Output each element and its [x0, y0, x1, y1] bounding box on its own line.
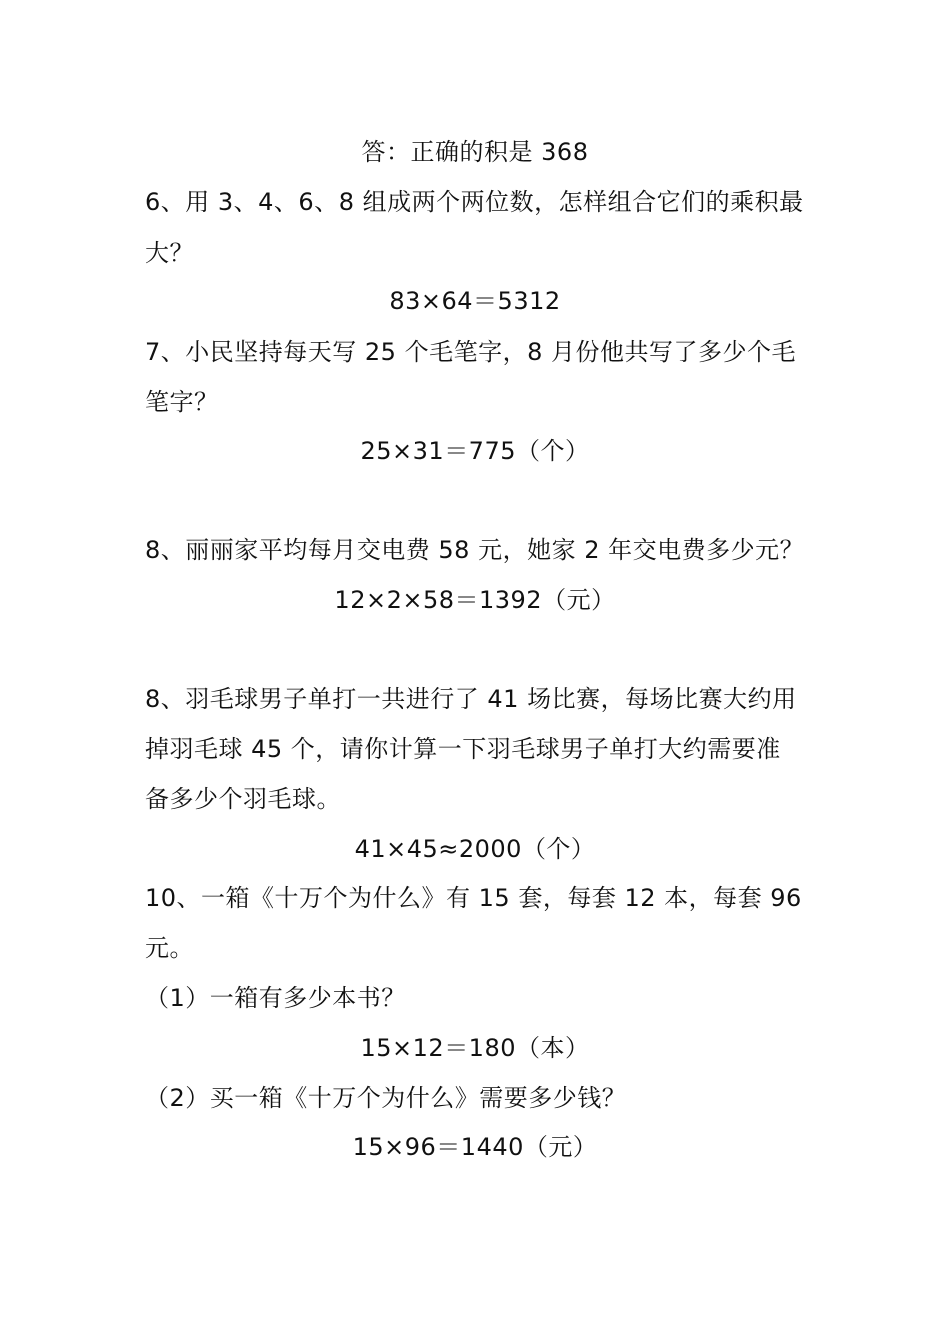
question-8-line-1: 8、丽丽家平均每月交电费 58 元，她家 2 年交电费多少元？ [145, 536, 805, 564]
question-7-line-1: 7、小民坚持每天写 25 个毛笔字，8 月份他共写了多少个毛 [145, 338, 796, 366]
question-10-line-2: 元。 [145, 934, 194, 962]
equation-9: 41×45≈2000（个） [354, 835, 596, 863]
question-9-line-2: 掉羽毛球 45 个，请你计算一下羽毛球男子单打大约需要准 [145, 735, 781, 763]
equation-6: 83×64＝5312 [389, 287, 561, 315]
equation-10-sub-2: 15×96＝1440（元） [352, 1133, 598, 1161]
question-7-line-2: 笔字？ [145, 388, 219, 416]
equation-10-sub-1: 15×12＝180（本） [360, 1034, 590, 1062]
question-10-sub-2: （2）买一箱《十万个为什么》需要多少钱？ [145, 1084, 627, 1112]
question-9-line-1: 8、羽毛球男子单打一共进行了 41 场比赛，每场比赛大约用 [145, 685, 797, 713]
question-10-line-1: 10、一箱《十万个为什么》有 15 套，每套 12 本，每套 96 [145, 884, 802, 912]
equation-8: 12×2×58＝1392（元） [334, 586, 616, 614]
question-6-line-2: 大？ [145, 239, 194, 267]
question-10-sub-1: （1）一箱有多少本书？ [145, 984, 406, 1012]
question-9-line-3: 备多少个羽毛球。 [145, 785, 341, 813]
answer-line-5: 答：正确的积是 368 [361, 138, 589, 166]
equation-7: 25×31＝775（个） [360, 437, 590, 465]
question-6-line-1: 6、用 3、4、6、8 组成两个两位数，怎样组合它们的乘积最 [145, 188, 804, 216]
